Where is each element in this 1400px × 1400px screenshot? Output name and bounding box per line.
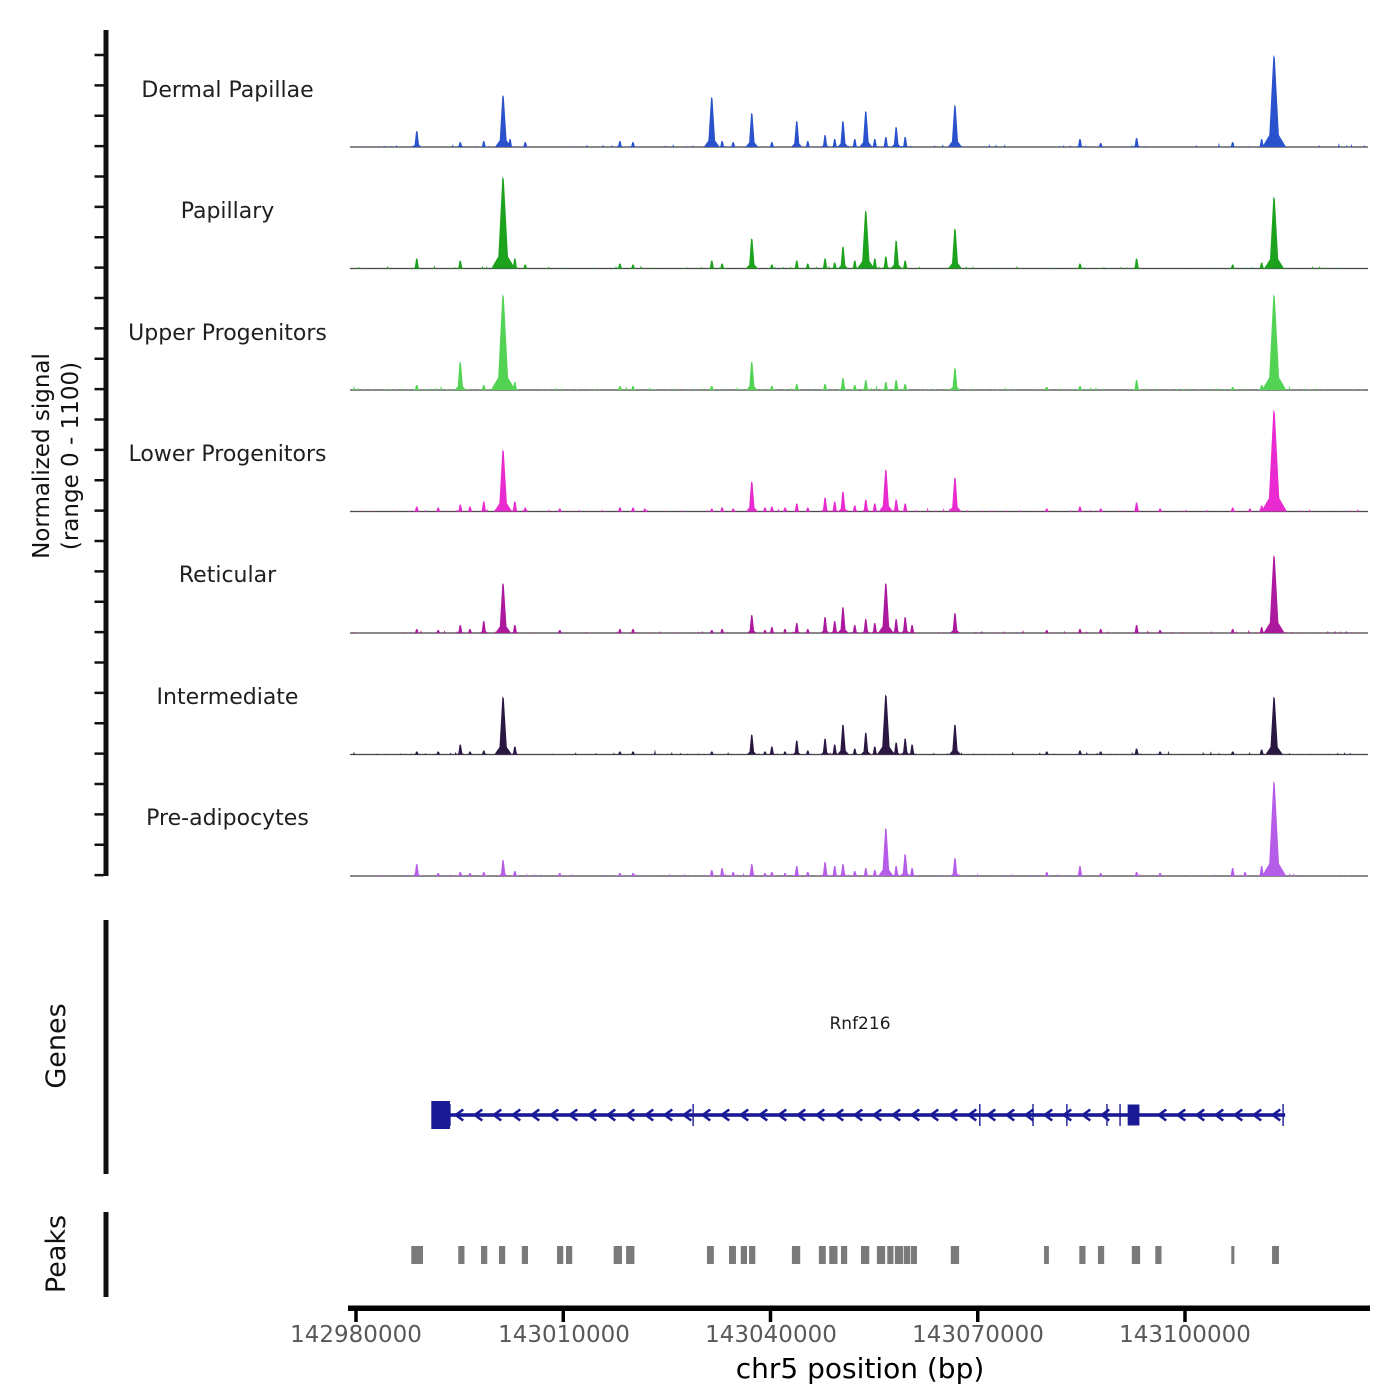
signal-axis-tick <box>95 175 104 178</box>
signal-track-dermal-papillae <box>350 55 1368 148</box>
called-peak-box <box>614 1246 622 1264</box>
signal-axis-tick <box>95 874 104 877</box>
called-peak-box <box>729 1246 736 1264</box>
called-peak-box <box>411 1246 423 1264</box>
signal-axis-tick <box>95 358 104 361</box>
called-peak-box <box>877 1246 885 1264</box>
track-label-pre-adipocytes: Pre-adipocytes <box>146 806 309 831</box>
gene-exon-tick <box>1282 1104 1283 1126</box>
called-peak-box <box>887 1246 893 1264</box>
called-peak-box <box>707 1246 714 1264</box>
called-peak-box <box>911 1246 917 1264</box>
called-peak-box <box>1155 1246 1161 1264</box>
x-axis-title: chr5 position (bp) <box>735 1352 985 1385</box>
called-peak-box <box>1098 1246 1104 1264</box>
signal-axis-label <box>28 301 88 611</box>
signal-axis-tick <box>95 388 104 391</box>
signal-track-lower-progenitors <box>350 410 1368 513</box>
signal-axis-tick <box>95 236 104 239</box>
signal-axis-tick <box>95 145 104 148</box>
x-axis-line <box>348 1306 1370 1312</box>
signal-track-intermediate <box>350 695 1368 756</box>
called-peak-box <box>861 1246 869 1264</box>
gene-exon-tick <box>1119 1104 1120 1126</box>
called-peak-box <box>1272 1246 1279 1264</box>
signal-axis-tick <box>95 844 104 847</box>
x-axis-tick <box>769 1311 773 1322</box>
called-peak-box <box>557 1246 563 1264</box>
peaks-section-label: Peaks <box>41 1214 72 1294</box>
peaks-axis-line <box>104 1212 109 1297</box>
x-axis-tick <box>562 1311 566 1322</box>
signal-axis-tick <box>95 54 104 57</box>
signal-peaks-path <box>413 410 1287 512</box>
genes-section-label: Genes <box>41 1003 72 1089</box>
called-peak-box <box>951 1246 959 1264</box>
gene-exon-box <box>431 1101 450 1129</box>
signal-axis-label-line1: Normalized signal <box>29 353 55 559</box>
gene-exon-tick <box>1106 1104 1107 1126</box>
signal-axis-tick <box>95 297 104 300</box>
called-peak-box <box>458 1246 464 1264</box>
track-label-lower-progenitors: Lower Progenitors <box>128 442 327 467</box>
gene-exon-tick <box>1032 1104 1033 1126</box>
signal-axis-tick <box>95 631 104 634</box>
called-peak-box <box>481 1246 487 1264</box>
signal-axis-tick <box>95 601 104 604</box>
signal-peaks-path <box>413 294 1286 390</box>
signal-track-pre-adipocytes <box>350 781 1368 877</box>
called-peak-box <box>522 1246 528 1264</box>
signal-peaks-path <box>413 781 1287 876</box>
called-peak-box <box>1231 1246 1234 1264</box>
signal-track-reticular <box>350 555 1368 634</box>
x-tick-label-143040000: 143040000 <box>705 1322 837 1348</box>
signal-axis-tick <box>95 752 104 755</box>
track-label-reticular: Reticular <box>178 563 277 588</box>
x-tick-label-143070000: 143070000 <box>912 1322 1044 1348</box>
signal-axis-tick <box>95 783 104 786</box>
signal-track-upper-progenitors <box>350 294 1368 391</box>
x-axis-tick <box>354 1311 358 1322</box>
x-tick-label-142980000: 142980000 <box>290 1322 422 1348</box>
gene-exon-box <box>1128 1105 1140 1126</box>
called-peak-box <box>819 1246 826 1264</box>
signal-axis-tick <box>95 479 104 482</box>
signal-axis-label-line2: (range 0 - 1100) <box>58 361 84 551</box>
signal-axis-tick <box>95 115 104 118</box>
x-axis-tick <box>976 1311 980 1322</box>
signal-axis-tick <box>95 722 104 725</box>
gene-name-label: Rnf216 <box>829 1014 891 1034</box>
called-peak-box <box>904 1246 910 1264</box>
x-tick-label-143010000: 143010000 <box>498 1322 630 1348</box>
signal-peaks-path <box>413 177 1285 269</box>
gene-exon-tick <box>692 1104 693 1126</box>
signal-axis-tick <box>95 661 104 664</box>
called-peak-box <box>1132 1246 1140 1264</box>
genes-axis-line <box>104 920 109 1174</box>
called-peak-box <box>895 1246 903 1264</box>
gene-exon-tick <box>979 1104 980 1126</box>
signal-axis-tick <box>95 266 104 269</box>
track-label-upper-progenitors: Upper Progenitors <box>128 321 327 346</box>
x-tick-label-143100000: 143100000 <box>1119 1322 1251 1348</box>
signal-peaks-path <box>413 695 1283 755</box>
called-peak-box <box>566 1246 572 1264</box>
signal-axis-tick <box>95 509 104 512</box>
called-peak-box <box>1044 1246 1049 1264</box>
signal-track-papillary <box>350 177 1368 270</box>
signal-peaks-path <box>413 555 1284 633</box>
called-peak-box <box>829 1246 837 1264</box>
called-peak-box <box>626 1246 634 1264</box>
track-label-dermal-papillae: Dermal Papillae <box>141 78 314 103</box>
signal-axis-tick <box>95 418 104 421</box>
called-peak-box <box>741 1246 747 1264</box>
called-peak-box <box>499 1246 505 1264</box>
called-peak-box <box>749 1246 755 1264</box>
called-peak-box <box>792 1246 800 1264</box>
called-peak-box <box>1079 1246 1085 1264</box>
x-axis-tick <box>1183 1311 1187 1322</box>
called-peak-box <box>841 1246 847 1264</box>
signal-peaks-path <box>412 55 1286 147</box>
signal-axis-tick <box>95 540 104 543</box>
track-label-intermediate: Intermediate <box>156 685 299 710</box>
track-label-papillary: Papillary <box>180 199 275 224</box>
gene-exon-tick <box>1066 1104 1067 1126</box>
